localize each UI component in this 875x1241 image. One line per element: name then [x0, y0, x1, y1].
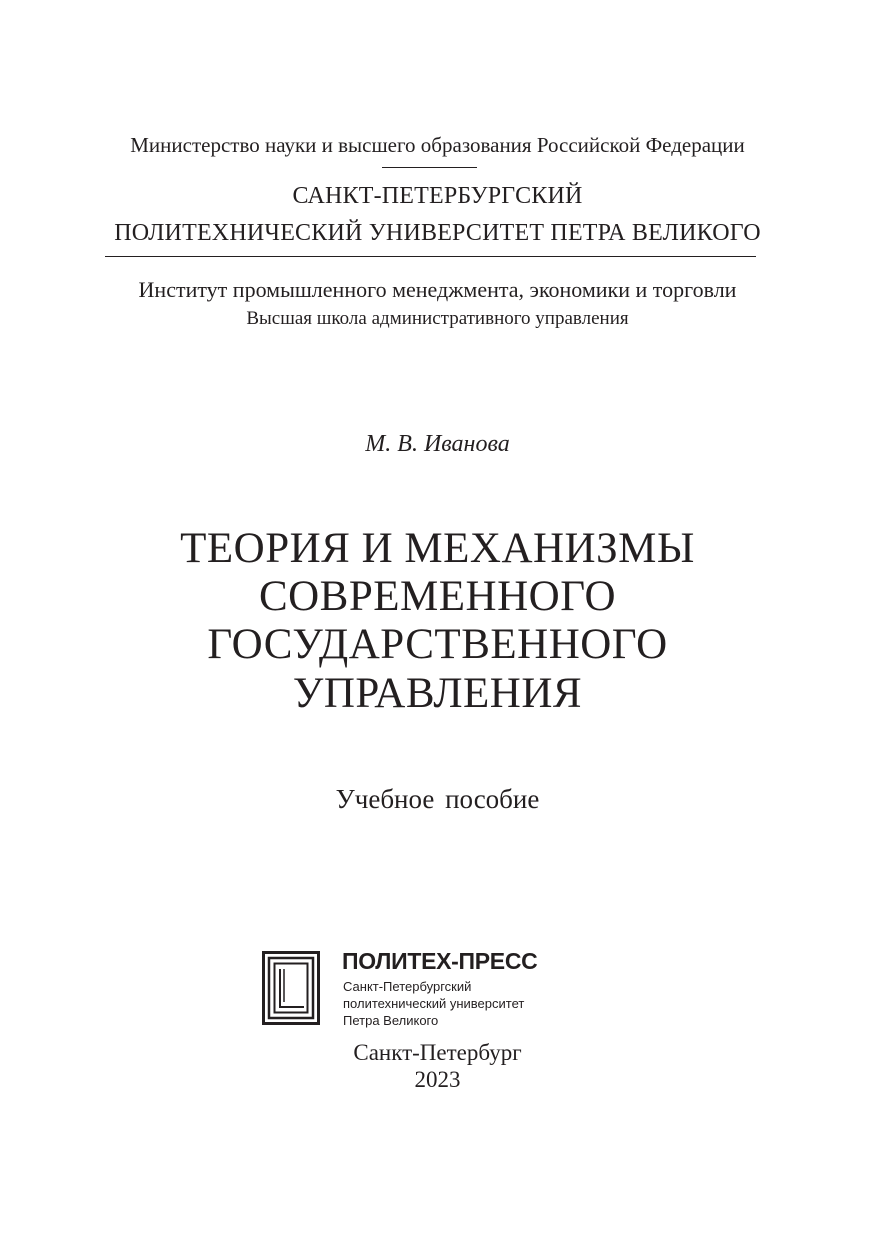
ministry-name: Министерство науки и высшего образования Российской Федерации [130, 133, 745, 157]
long-divider [105, 256, 756, 257]
university-name-line-1: САНКТ-ПЕТЕРБУРГСКИЙ [292, 183, 583, 209]
institute-name: Институт промышленного менеджмента, экономики и торговли [138, 277, 737, 302]
publisher-line-1: Санкт-Петербургский [343, 979, 472, 994]
book-logo-icon [262, 951, 320, 1025]
school-name: Высшая школа административного управления [246, 308, 629, 329]
publication-city: Санкт-Петербург [353, 1040, 522, 1065]
short-divider [382, 167, 477, 168]
book-title-line-1: ТЕОРИЯ И МЕХАНИЗМЫ [180, 525, 695, 572]
book-subtitle: Учебное пособие [335, 784, 540, 814]
university-name-line-2: ПОЛИТЕХНИЧЕСКИЙ УНИВЕРСИТЕТ ПЕТРА ВЕЛИКОГО [114, 220, 761, 246]
book-title-line-4: УПРАВЛЕНИЯ [292, 670, 583, 717]
author-name: М. В. Иванова [365, 431, 510, 457]
publisher-line-2: политехнический университет [343, 996, 525, 1011]
book-title-line-3: ГОСУДАРСТВЕННОГО [207, 621, 668, 668]
publisher-name: ПОЛИТЕХ-ПРЕСС [342, 948, 538, 974]
publication-year: 2023 [414, 1067, 461, 1092]
publisher-line-3: Петра Великого [343, 1013, 439, 1028]
book-title-line-2: СОВРЕМЕННОГО [258, 573, 617, 620]
